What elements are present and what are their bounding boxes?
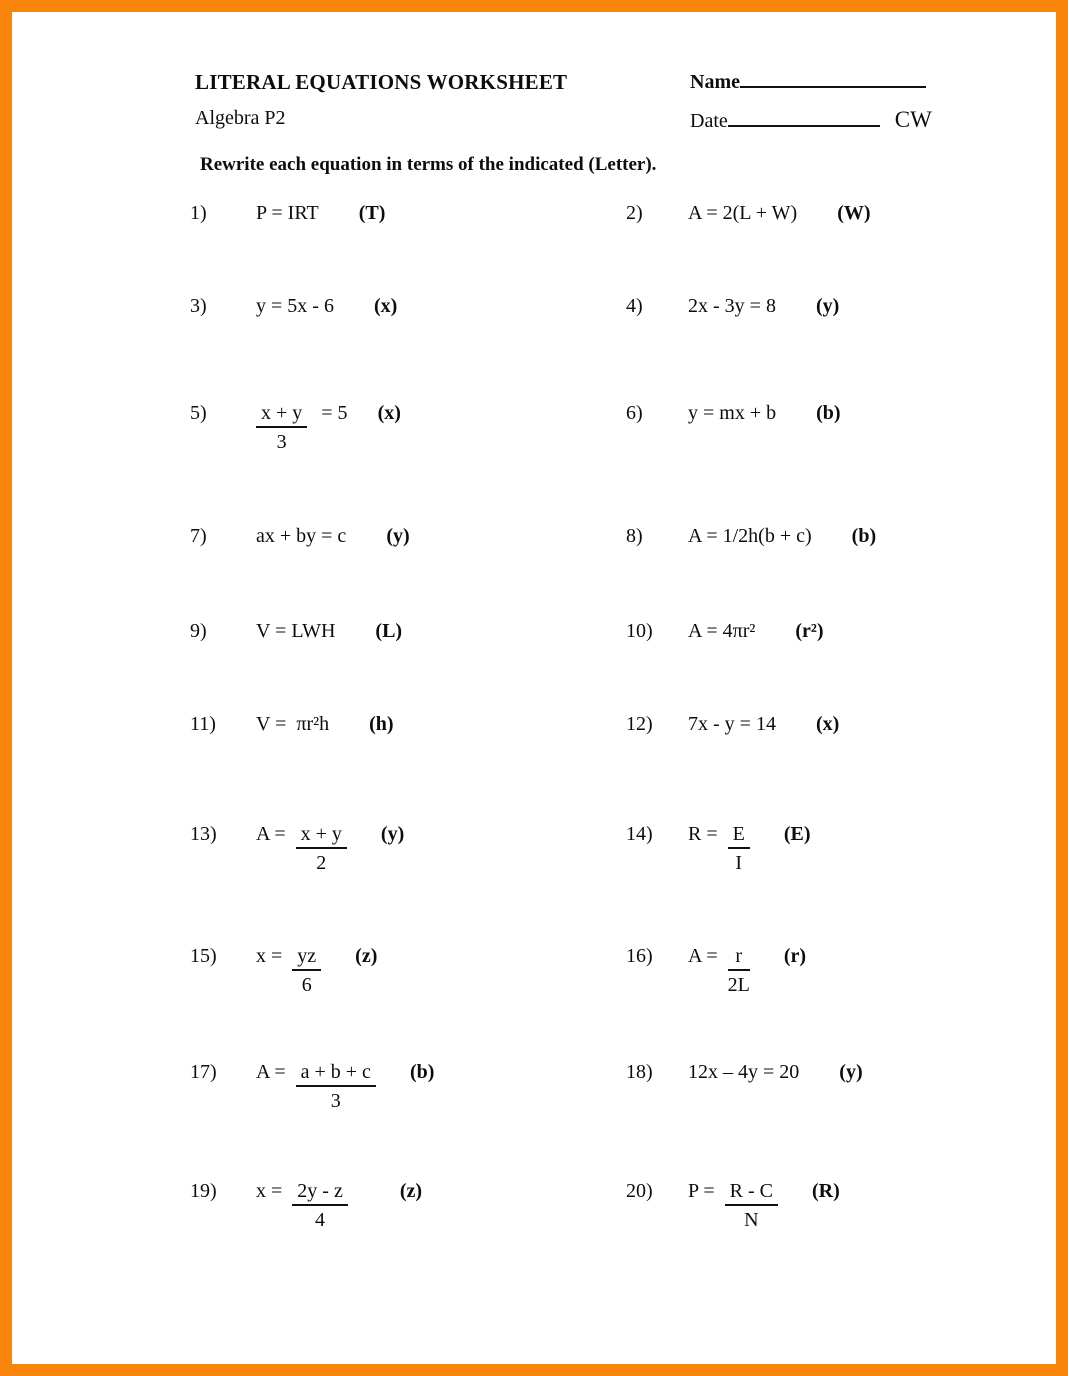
answer-letter: (y) (380, 823, 405, 845)
answer-letter: (y) (815, 295, 840, 317)
equation-text: 12x – 4y = 20 (688, 1061, 800, 1083)
fraction-denominator: 2 (316, 852, 327, 874)
fraction (296, 1060, 376, 1113)
answer-letter: (L) (375, 620, 403, 642)
answer-letter: (h) (369, 713, 394, 735)
answer-letter: (W) (837, 202, 871, 224)
problem-19 (190, 1179, 422, 1232)
problem-18 (626, 1060, 863, 1084)
problem-number: 6) (626, 402, 643, 424)
problem-15 (190, 944, 377, 997)
answer-letter: (z) (399, 1180, 423, 1202)
equation-text: P = IRT (256, 202, 319, 224)
fraction-denominator: I (735, 852, 743, 874)
name-blank-line (740, 70, 926, 88)
problem-number: 20) (626, 1180, 653, 1202)
date-blank-line (728, 109, 880, 127)
answer-letter: (x) (377, 402, 401, 424)
problem-number: 9) (190, 620, 207, 642)
fraction-denominator: 6 (301, 974, 312, 996)
problem-7 (190, 524, 410, 548)
fraction-numerator: r (728, 944, 750, 971)
problem-number: 4) (626, 295, 643, 317)
problem-11 (190, 712, 394, 736)
problem-8 (626, 524, 876, 548)
answer-letter: (x) (373, 295, 398, 317)
problem-6 (626, 401, 841, 425)
equation-text: P = (688, 1180, 715, 1202)
answer-letter: (E) (783, 823, 811, 845)
equation-text: A = 4πr² (688, 620, 756, 642)
problem-2 (626, 201, 871, 225)
name-label: Name (690, 71, 740, 93)
equation-text: A = (688, 945, 718, 967)
answer-letter: (r) (783, 945, 807, 967)
fraction-numerator: 2y - z (292, 1179, 348, 1206)
fraction (728, 822, 750, 875)
fraction (256, 401, 307, 454)
fraction-denominator: 4 (315, 1209, 326, 1231)
equation-text: x = (256, 1180, 283, 1202)
equation-text: y = 5x - 6 (256, 295, 334, 317)
problem-3 (190, 294, 397, 318)
problem-20 (626, 1179, 840, 1232)
answer-letter: (y) (839, 1061, 863, 1083)
problem-number: 10) (626, 620, 653, 642)
answer-letter: (x) (815, 713, 840, 735)
answer-letter: (R) (812, 1180, 840, 1202)
problem-number: 2) (626, 202, 643, 224)
equation-text: V = πr²h (256, 713, 330, 735)
equation-text: x = (256, 945, 283, 967)
problem-number: 11) (190, 713, 216, 735)
fraction (296, 822, 347, 875)
problem-10 (626, 619, 824, 643)
fraction-numerator: yz (292, 944, 321, 971)
fraction (292, 944, 321, 997)
equation-text: 7x - y = 14 (688, 713, 776, 735)
answer-letter: (b) (816, 402, 841, 424)
equation-text: 2x - 3y = 8 (688, 295, 776, 317)
fraction-numerator: x + y (296, 822, 347, 849)
problem-12 (626, 712, 839, 736)
answer-letter: (b) (851, 525, 877, 547)
problem-number: 13) (190, 823, 217, 845)
problem-5 (190, 401, 401, 454)
fraction-numerator: E (728, 822, 750, 849)
fraction-numerator: R - C (725, 1179, 778, 1206)
problem-number: 14) (626, 823, 653, 845)
problem-number: 8) (626, 525, 643, 547)
fraction-denominator: 2L (727, 974, 750, 996)
problem-number: 12) (626, 713, 653, 735)
answer-letter: (z) (355, 945, 378, 967)
equation-text: A = (256, 823, 286, 845)
problem-number: 5) (190, 402, 207, 424)
fraction (292, 1179, 348, 1232)
problem-number: 3) (190, 295, 207, 317)
equation-text: R = (688, 823, 718, 845)
name-field-row (690, 70, 926, 94)
problem-number: 7) (190, 525, 207, 547)
fraction-numerator: x + y (256, 401, 307, 428)
problem-number: 1) (190, 202, 207, 224)
fraction (728, 944, 750, 997)
equation-text: ax + by = c (256, 525, 347, 547)
problem-14 (626, 822, 811, 875)
fraction-denominator: 3 (276, 431, 287, 453)
equation-text: y = mx + b (688, 402, 777, 424)
equation-text: = 5 (321, 402, 348, 424)
equation-text: V = LWH (256, 620, 336, 642)
equation-text: A = 1/2h(b + c) (688, 525, 812, 547)
fraction-numerator: a + b + c (296, 1060, 376, 1087)
fraction (725, 1179, 778, 1232)
answer-letter: (r²) (795, 620, 824, 642)
problem-16 (626, 944, 806, 997)
problem-17 (190, 1060, 434, 1113)
problem-4 (626, 294, 839, 318)
fraction-denominator: N (744, 1209, 759, 1231)
problem-number: 16) (626, 945, 653, 967)
fraction-denominator: 3 (330, 1090, 341, 1112)
problem-number: 17) (190, 1061, 217, 1083)
equation-text: A = 2(L + W) (688, 202, 798, 224)
problem-9 (190, 619, 402, 643)
problem-13 (190, 822, 404, 875)
page-subtitle: Algebra P2 (195, 107, 286, 129)
equation-text: A = (256, 1061, 286, 1083)
problem-number: 19) (190, 1180, 217, 1202)
page-title: LITERAL EQUATIONS WORKSHEET (195, 70, 568, 94)
answer-letter: (y) (386, 525, 410, 547)
date-label: Date (690, 110, 728, 132)
problem-number: 18) (626, 1061, 653, 1083)
problem-1 (190, 201, 385, 225)
problem-number: 15) (190, 945, 217, 967)
instruction-text: Rewrite each equation in terms of the indicated (Letter). (200, 154, 657, 175)
answer-letter: (T) (358, 202, 386, 224)
answer-letter: (b) (409, 1061, 435, 1083)
cw-label: CW (894, 107, 932, 132)
date-field-row (690, 107, 932, 133)
